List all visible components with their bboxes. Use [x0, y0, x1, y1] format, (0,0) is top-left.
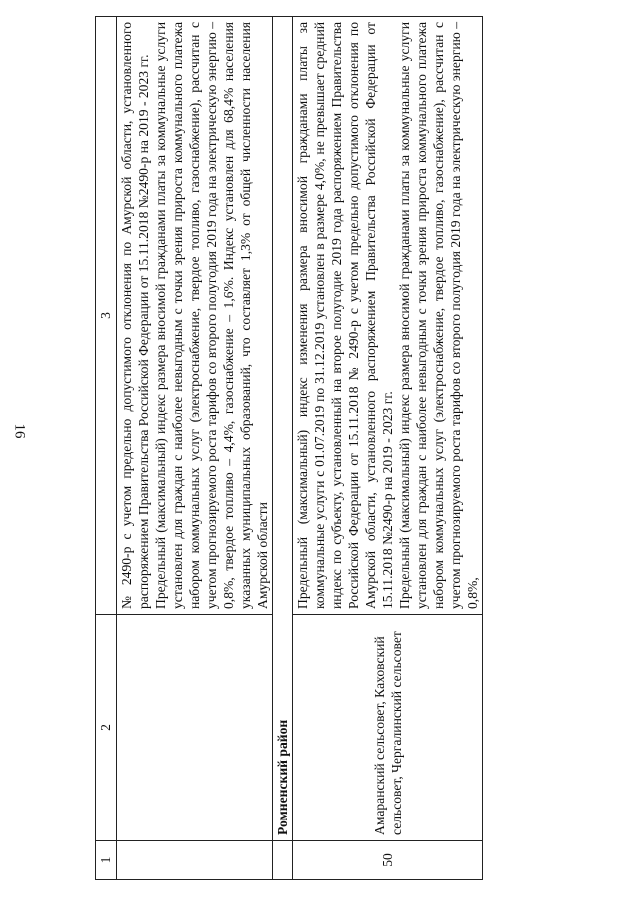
cell-empty-number: [117, 841, 273, 880]
continued-paragraph-1: № 2490-р с учетом предельно допустимого отклонения по Амурской области, установленного распоряжением Правительства Российской Федерации от 15.11.2018 №2490-р на 2019 - 2023 гг.: [119, 22, 151, 609]
row-paragraph-1: Предельный (максимальный) индекс изменения размера вносимой гражданами платы за коммунальные услуги с 01.07.2019 по 31.12.2019 установлен в размере 4,0%, не превышает средний индекс по субъекту, установленный на второе полугодие 2019 года распоряжением Правительства Российской Федерации от 15.11.2018 № 2490-р с учетом предельно допустимого отклонения по Амурской области, установленного распоряжением Правительства Российской Федерации от 15.11.2018 №2490-р на 2019 - 2023 гг.: [295, 22, 395, 609]
cell-empty-municipality: [117, 615, 273, 841]
region-row: [273, 17, 293, 880]
header-col-1: 1: [96, 841, 117, 880]
header-col-2: 2: [96, 615, 117, 841]
region-title: Ромненский район: [273, 17, 293, 841]
table-row: [293, 17, 483, 880]
row-number: 50: [293, 841, 483, 880]
continued-paragraph-2: Предельный (максимальный) индекс размера вносимой гражданами платы за коммунальные услуги установлен для граждан с наиболее невыгодным с точки зрения прироста коммунального платежа набором коммунальных услуг (электроснабжение, твердое топливо, газоснабжение), рассчитан с учетом прогнозируемого роста тарифов со второго полугодия 2019 года на электрическую энергию – 0,8%, твердое топливо – 4,4%, газоснабжение – 1,6%. Индекс установлен для 68,4% населения указанных муниципальных образований, что составляет 1,3% от общей численности населения Амурской области: [153, 22, 270, 609]
region-empty-cell: [273, 841, 293, 880]
document-table: [95, 16, 483, 880]
row-description: [293, 17, 483, 615]
municipality-name: Амаранский сельсовет, Каховский сельсовет, Чергалинский сельсовет: [293, 615, 483, 841]
row-paragraph-2: Предельный (максимальный) индекс размера вносимой гражданами платы за коммунальные услуги установлен для граждан с наиболее невыгодным с точки зрения прироста коммунального платежа набором коммунальных услуг (электроснабжение, твердое топливо, газоснабжение), рассчитан с учетом прогнозируемого роста тарифов со второго полугодия 2019 года на электрическую энергию – 0,8%,: [397, 22, 480, 609]
table-header-row: [96, 17, 117, 880]
rotated-page-content: [95, 22, 635, 880]
header-col-3: 3: [96, 17, 117, 615]
page-number: 16: [11, 423, 28, 439]
cell-continued-text: [117, 17, 273, 615]
table-row-continued: [117, 17, 273, 880]
